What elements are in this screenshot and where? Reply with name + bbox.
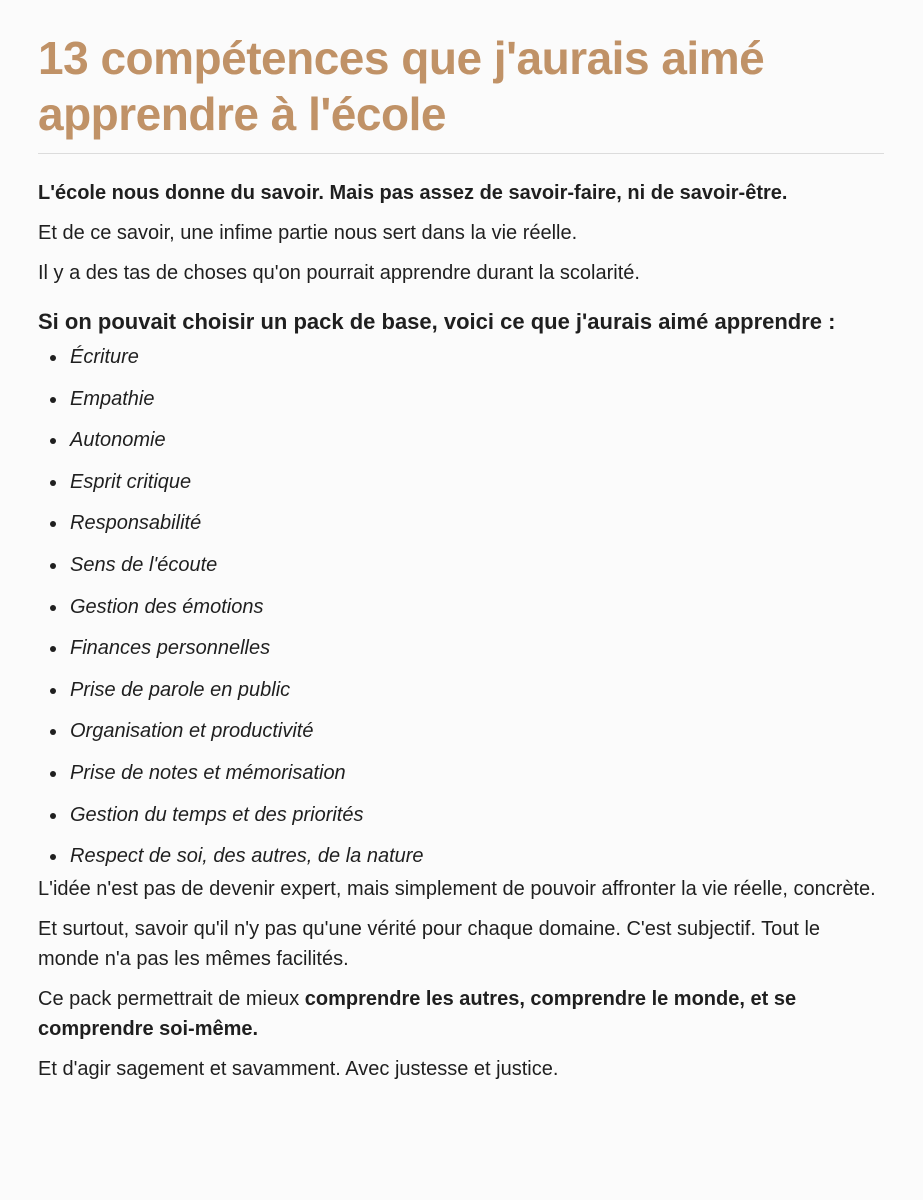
skills-list bbox=[38, 342, 885, 871]
list-item: Respect de soi, des autres, de la nature bbox=[70, 841, 885, 871]
outro-3-bold-text: comprendre les autres, comprendre le monde, et se comprendre soi-même. bbox=[38, 988, 797, 1041]
list-item: Écriture bbox=[70, 342, 885, 372]
list-item: Organisation et productivité bbox=[70, 716, 885, 746]
list-item: Empathie bbox=[70, 384, 885, 414]
outro-3-plain-text: Ce pack permettrait de mieux bbox=[38, 988, 305, 1011]
outro-paragraph-1: L'idée n'est pas de devenir expert, mais simplement de pouvoir affronter la vie réelle, concrète. bbox=[38, 878, 876, 901]
list-item: Gestion du temps et des priorités bbox=[70, 800, 885, 830]
list-item: Sens de l'écoute bbox=[70, 550, 885, 580]
intro-bold-paragraph: L'école nous donne du savoir. Mais pas assez de savoir-faire, ni de savoir-être. bbox=[38, 182, 788, 204]
intro-paragraph-3: Il y a des tas de choses qu'on pourrait apprendre durant la scolarité. bbox=[38, 262, 640, 284]
list-item: Gestion des émotions bbox=[70, 592, 885, 622]
article-title: 13 compétences que j'aurais aimé apprendre à l'école bbox=[38, 30, 884, 154]
outro-paragraph-2: Et surtout, savoir qu'il n'y pas qu'une vérité pour chaque domaine. C'est subjectif. Tout le monde n'a pas les mêmes facilités. bbox=[38, 918, 821, 971]
outro-paragraph-3 bbox=[38, 984, 885, 1044]
list-item: Esprit critique bbox=[70, 467, 885, 497]
skills-list-heading: Si on pouvait choisir un pack de base, voici ce que j'aurais aimé apprendre : bbox=[38, 309, 836, 334]
list-item: Finances personnelles bbox=[70, 633, 885, 663]
intro-paragraph-2: Et de ce savoir, une infime partie nous sert dans la vie réelle. bbox=[38, 222, 578, 244]
list-item: Prise de notes et mémorisation bbox=[70, 758, 885, 788]
list-item: Autonomie bbox=[70, 425, 885, 455]
outro-paragraph-4: Et d'agir sagement et savamment. Avec justesse et justice. bbox=[38, 1058, 559, 1081]
list-item: Prise de parole en public bbox=[70, 675, 885, 705]
list-item: Responsabilité bbox=[70, 508, 885, 538]
